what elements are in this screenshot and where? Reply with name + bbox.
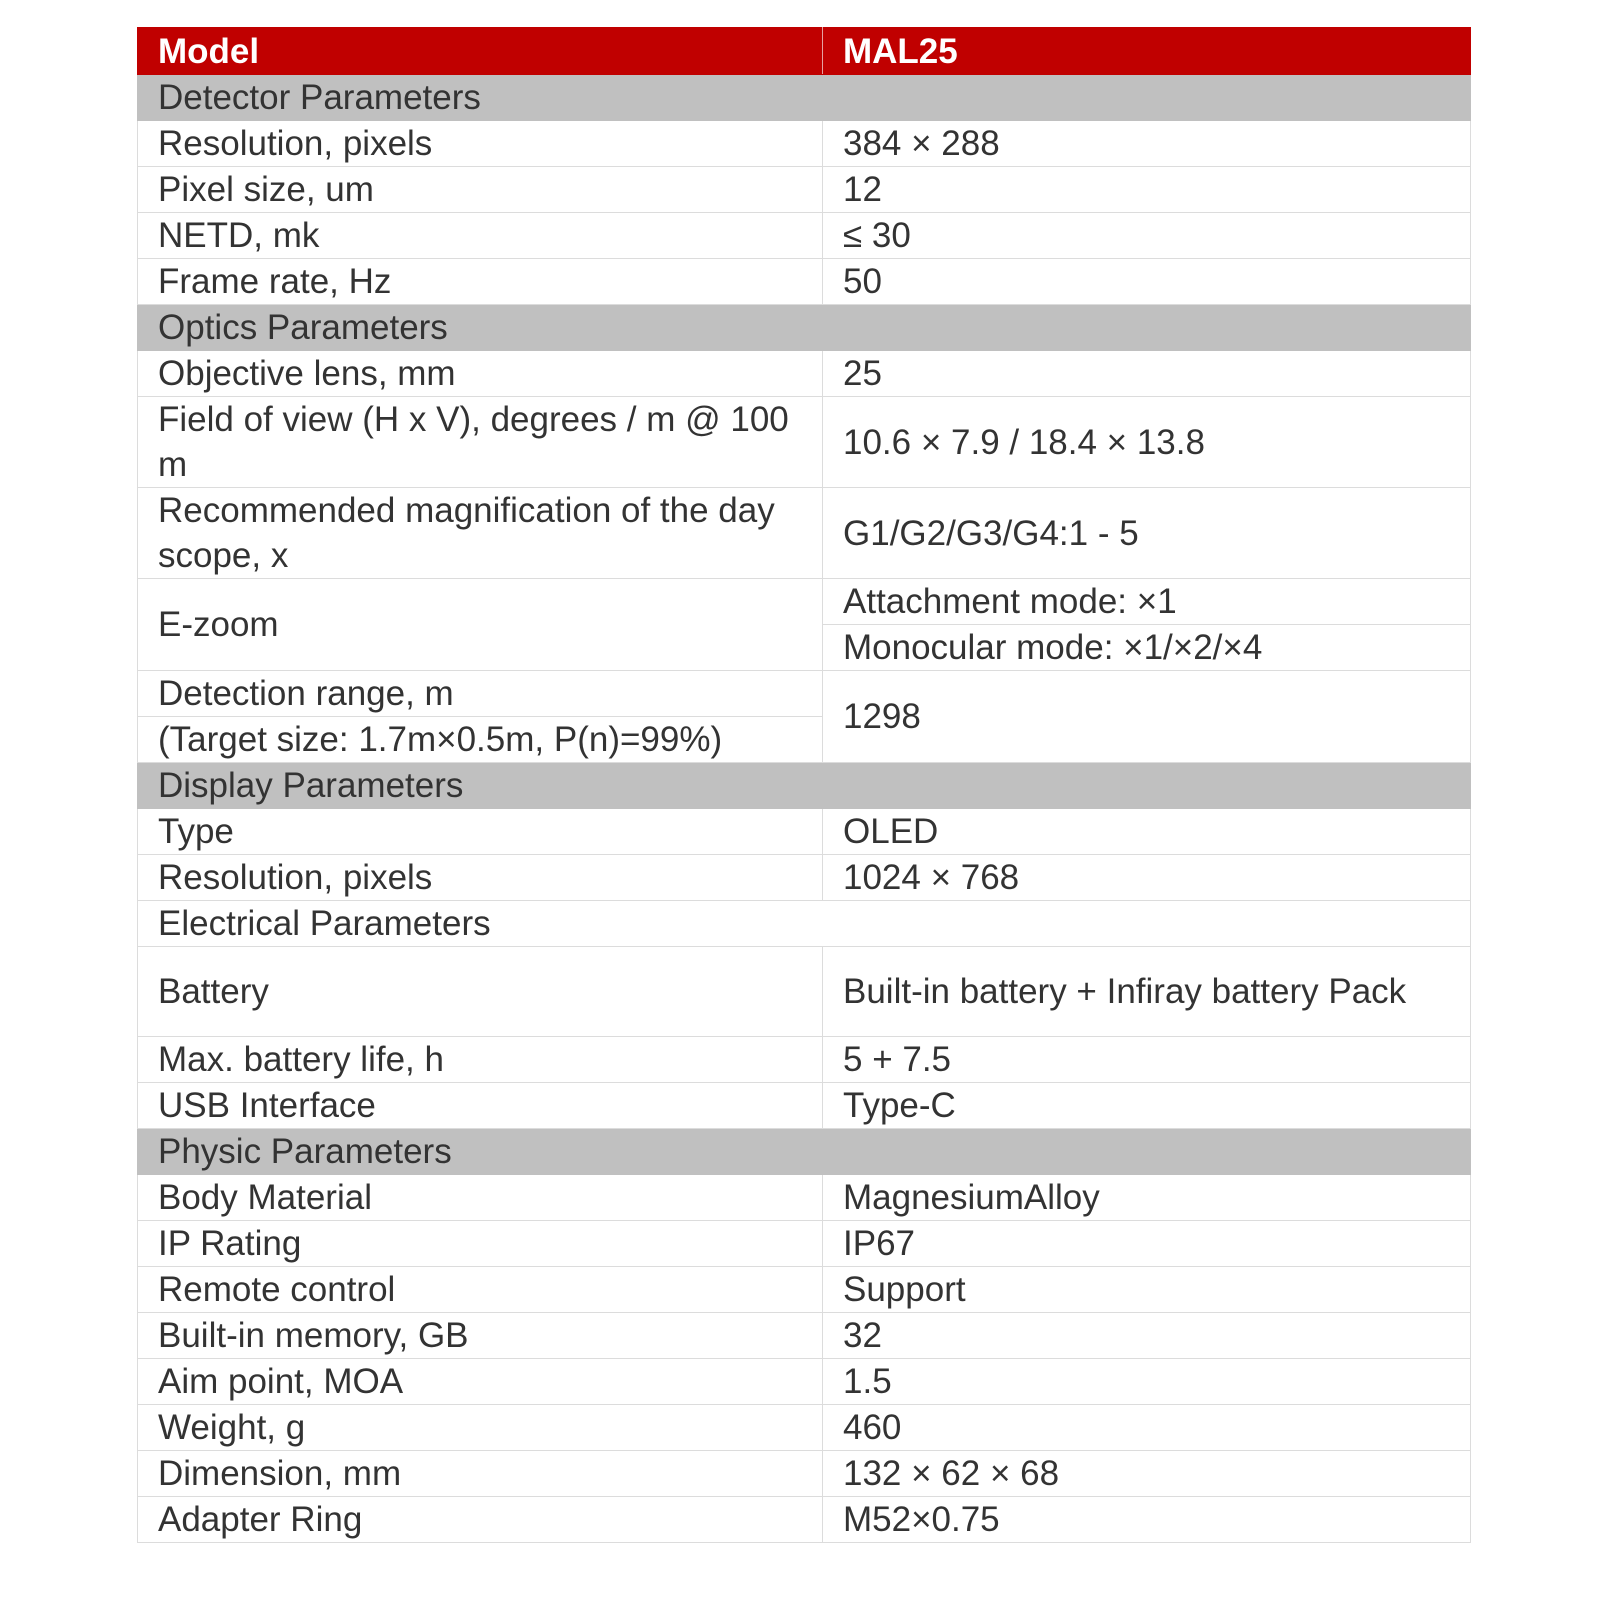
spec-value: M52×0.75 (823, 1497, 1471, 1543)
table-row (138, 1083, 1471, 1129)
table-row (138, 855, 1471, 901)
section-title: Electrical Parameters (138, 901, 1471, 947)
spec-value: ≤ 30 (823, 213, 1471, 259)
header-label: Model (138, 28, 823, 75)
table-row (138, 167, 1471, 213)
spec-label: Built-in memory, GB (138, 1313, 823, 1359)
spec-value: Built-in battery + Infiray battery Pack (823, 947, 1471, 1037)
table-row (138, 213, 1471, 259)
section-title: Physic Parameters (138, 1129, 1471, 1175)
table-row (138, 1451, 1471, 1497)
spec-value: 1024 × 768 (823, 855, 1471, 901)
table-row (138, 1497, 1471, 1543)
spec-label: Detection range, m (138, 671, 823, 717)
table-row (138, 351, 1471, 397)
spec-label: USB Interface (138, 1083, 823, 1129)
spec-value: 5 + 7.5 (823, 1037, 1471, 1083)
table-row (138, 121, 1471, 167)
spec-value: 10.6 × 7.9 / 18.4 × 13.8 (823, 397, 1471, 488)
header-row (138, 28, 1471, 75)
spec-label: Pixel size, um (138, 167, 823, 213)
spec-label: Frame rate, Hz (138, 259, 823, 305)
spec-label: Remote control (138, 1267, 823, 1313)
table-row (138, 259, 1471, 305)
spec-label: Dimension, mm (138, 1451, 823, 1497)
section-row (138, 763, 1471, 809)
spec-value: Type-C (823, 1083, 1471, 1129)
table-row (138, 1267, 1471, 1313)
spec-label: IP Rating (138, 1221, 823, 1267)
spec-label: Resolution, pixels (138, 121, 823, 167)
spec-value: Support (823, 1267, 1471, 1313)
section-title: Detector Parameters (138, 75, 1471, 121)
spec-value: 132 × 62 × 68 (823, 1451, 1471, 1497)
section-title: Optics Parameters (138, 305, 1471, 351)
table-row (138, 579, 1471, 625)
spec-label: E-zoom (138, 579, 823, 671)
section-row (138, 305, 1471, 351)
spec-label: Weight, g (138, 1405, 823, 1451)
table-row (138, 1175, 1471, 1221)
spec-value: 12 (823, 167, 1471, 213)
spec-label: Max. battery life, h (138, 1037, 823, 1083)
spec-label: Body Material (138, 1175, 823, 1221)
spec-value: OLED (823, 809, 1471, 855)
spec-value: 1.5 (823, 1359, 1471, 1405)
spec-value: Monocular mode: ×1/×2/×4 (823, 625, 1471, 671)
spec-label: Recommended magnification of the day scope, x (138, 488, 823, 579)
section-row (138, 901, 1471, 947)
spec-label: Field of view (H x V), degrees / m @ 100 m (138, 397, 823, 488)
spec-value: 32 (823, 1313, 1471, 1359)
spec-label: Adapter Ring (138, 1497, 823, 1543)
spec-value: 384 × 288 (823, 121, 1471, 167)
section-row (138, 1129, 1471, 1175)
table-row (138, 1221, 1471, 1267)
table-row (138, 1037, 1471, 1083)
spec-value: 460 (823, 1405, 1471, 1451)
table-row (138, 947, 1471, 1037)
table-row (138, 671, 1471, 717)
spec-label: NETD, mk (138, 213, 823, 259)
spec-value: Attachment mode: ×1 (823, 579, 1471, 625)
table-row (138, 1359, 1471, 1405)
table-row (138, 1405, 1471, 1451)
table-row (138, 1313, 1471, 1359)
spec-label: Battery (138, 947, 823, 1037)
spec-label: Resolution, pixels (138, 855, 823, 901)
spec-value: MagnesiumAlloy (823, 1175, 1471, 1221)
spec-label-note: (Target size: 1.7m×0.5m, P(n)=99%) (138, 717, 823, 763)
spec-label: Objective lens, mm (138, 351, 823, 397)
spec-label: Aim point, MOA (138, 1359, 823, 1405)
spec-value: 1298 (823, 671, 1471, 763)
section-title: Display Parameters (138, 763, 1471, 809)
section-row (138, 75, 1471, 121)
spec-label: Type (138, 809, 823, 855)
spec-value: 25 (823, 351, 1471, 397)
spec-value: G1/G2/G3/G4:1 - 5 (823, 488, 1471, 579)
spec-table (137, 27, 1471, 1543)
table-row (138, 809, 1471, 855)
spec-value: IP67 (823, 1221, 1471, 1267)
header-model: MAL25 (823, 28, 1471, 75)
table-row (138, 488, 1471, 579)
spec-value: 50 (823, 259, 1471, 305)
table-row (138, 397, 1471, 488)
